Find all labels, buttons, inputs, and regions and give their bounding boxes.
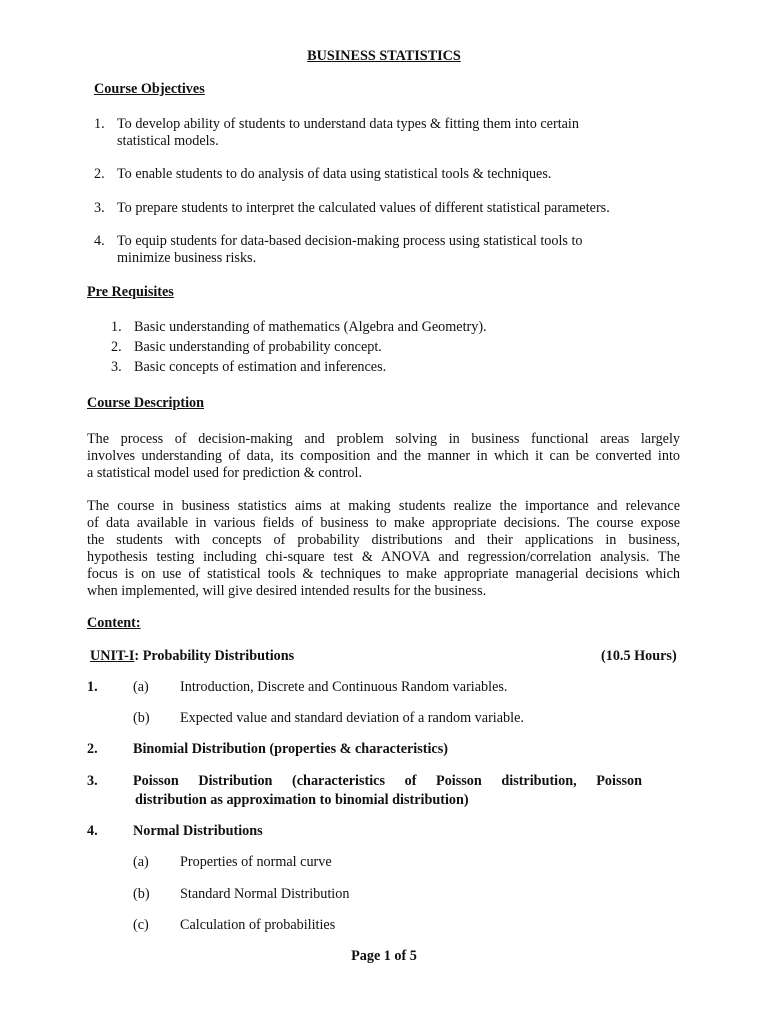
topic-number: 2. [87, 741, 98, 757]
objective-number: 1. [94, 116, 105, 132]
objectives-heading: Course Objectives [94, 81, 205, 97]
description-p2-line: hypothesis testing including chi-square test & ANOVA and regression/correlation analysis. The [87, 549, 680, 565]
document-title: BUSINESS STATISTICS [307, 48, 461, 64]
subtopic-text: Standard Normal Distribution [180, 886, 350, 902]
unit-title: : Probability Distributions [134, 648, 295, 664]
description-p1-line: The process of decision-making and problem solving in business functional areas largely [87, 431, 680, 447]
prerequisite-number: 1. [111, 319, 122, 335]
unit-heading [90, 648, 294, 665]
description-p2-line: the students with concepts of probability distributions and their applications in business, [87, 532, 680, 548]
unit-prefix: UNIT-I [90, 648, 135, 664]
subtopic-text: Calculation of probabilities [180, 917, 336, 933]
description-heading: Course Description [87, 395, 205, 411]
subtopic-label: (c) [133, 917, 149, 933]
page-number: Page 1 of 5 [351, 948, 417, 964]
objective-1-line-1: To develop ability of students to understand data types & fitting them into certain [117, 116, 579, 132]
description-paragraph-2 [87, 498, 680, 600]
prerequisite-number: 3. [111, 359, 122, 375]
objective-1-line-2: statistical models. [117, 133, 219, 149]
objective-4-line-1: To equip students for data-based decision-making process using statistical tools to [117, 233, 583, 249]
subtopic-text: Expected value and standard deviation of a random variable. [180, 710, 524, 726]
prerequisites-heading: Pre Requisites [87, 284, 174, 300]
subtopic-label: (b) [133, 710, 150, 726]
description-paragraph-1 [87, 431, 680, 482]
topic-number: 3. [87, 773, 98, 789]
prerequisite-1-text: Basic understanding of mathematics (Algebra and Geometry). [134, 319, 487, 335]
description-p1-line: a statistical model used for prediction & control. [87, 465, 363, 481]
description-p1-line: involves understanding of data, its composition and the manner in which it can be converted into [87, 448, 680, 464]
prerequisite-number: 2. [111, 339, 122, 355]
prerequisite-2-text: Basic understanding of probability concept. [134, 339, 382, 355]
description-p2-line: when implemented, will give desired intended results for the business. [87, 583, 487, 599]
subtopic-label: (a) [133, 854, 149, 870]
objective-number: 4. [94, 233, 105, 249]
description-p2-line: The course in business statistics aims at making students realize the importance and relevance [87, 498, 680, 514]
topic-number: 1. [87, 679, 98, 695]
prerequisite-3-text: Basic concepts of estimation and inferences. [134, 359, 387, 375]
content-heading: Content: [87, 615, 141, 631]
subtopic-label: (a) [133, 679, 149, 695]
objective-3-text: To prepare students to interpret the calculated values of different statistical parameters. [117, 200, 610, 216]
unit-hours: (10.5 Hours) [601, 648, 677, 664]
objective-number: 2. [94, 166, 105, 182]
description-p2-line: of data available in various fields of business to make appropriate decisions. The course expose [87, 515, 680, 531]
subtopic-text: Properties of normal curve [180, 854, 332, 870]
subtopic-text: Introduction, Discrete and Continuous Random variables. [180, 679, 508, 695]
topic-text-line-1: Poisson Distribution (characteristics of Poisson distribution, Poisson [133, 773, 642, 789]
topic-text: Binomial Distribution (properties & characteristics) [133, 741, 448, 757]
subtopic-label: (b) [133, 886, 150, 902]
topic-text-line-2: distribution as approximation to binomial distribution) [135, 792, 469, 808]
objective-4-line-2: minimize business risks. [117, 250, 257, 266]
topic-number: 4. [87, 823, 98, 839]
objective-2-text: To enable students to do analysis of data using statistical tools & techniques. [117, 166, 552, 182]
objective-number: 3. [94, 200, 105, 216]
description-p2-line: focus is on use of statistical tools & techniques to make appropriate managerial decisions which [87, 566, 680, 582]
topic-text: Normal Distributions [133, 823, 263, 839]
